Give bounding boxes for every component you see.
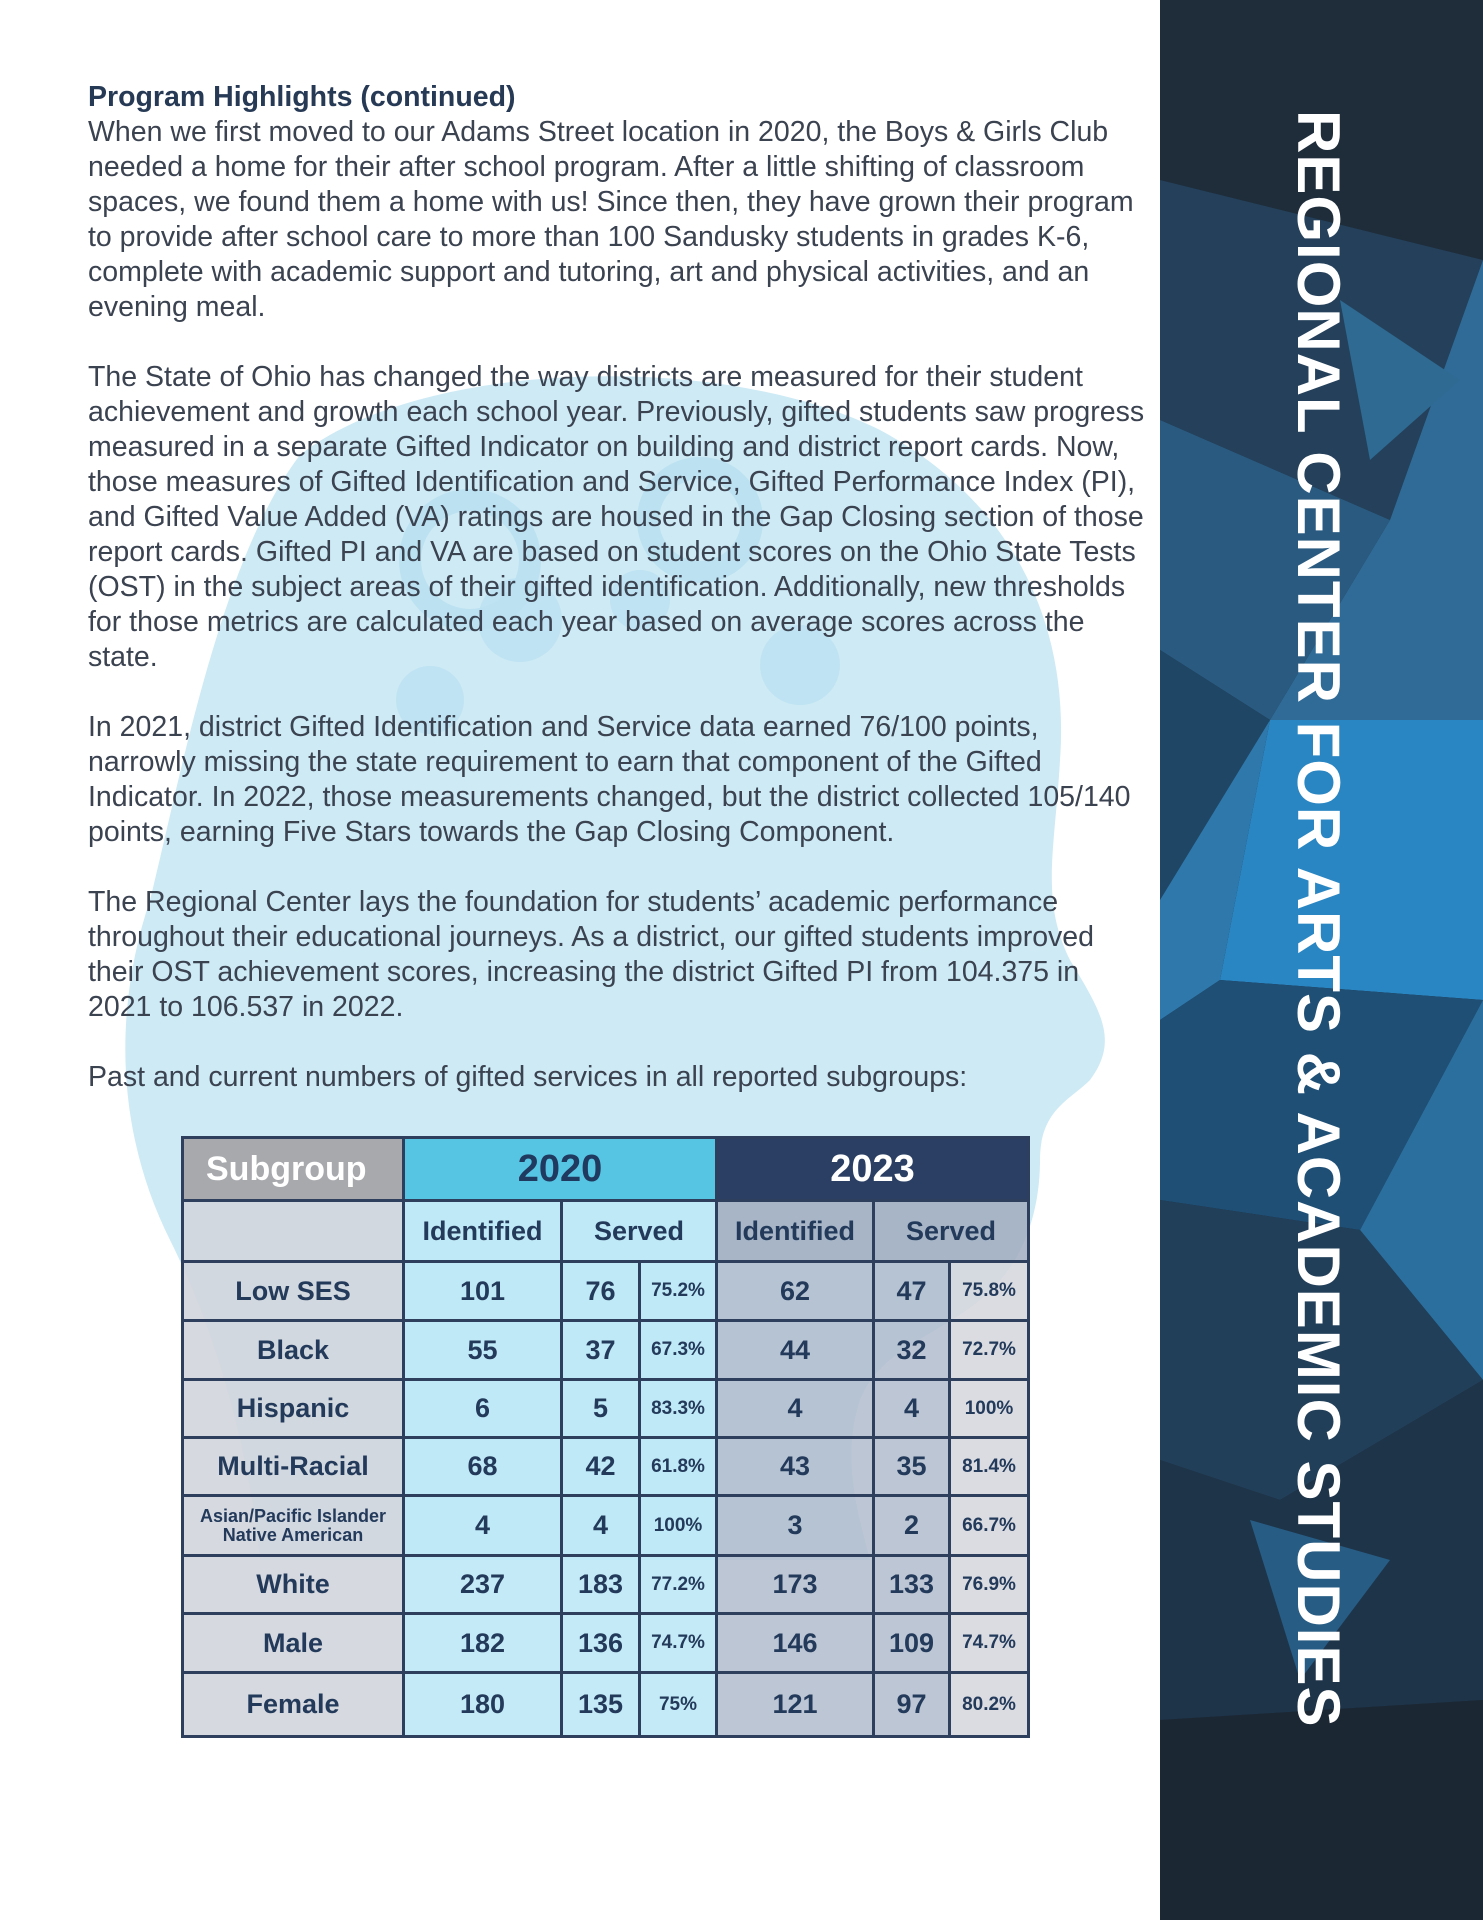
served-2023: 97	[875, 1674, 951, 1735]
served-pct-2020: 100%	[641, 1497, 718, 1557]
served-pct-2020: 61.8%	[641, 1439, 718, 1497]
served-2020: 76	[563, 1263, 641, 1322]
subgroup-label: Multi-Racial	[184, 1439, 405, 1497]
gifted-services-table	[181, 1136, 1030, 1738]
served-2023: 47	[875, 1263, 951, 1322]
subgroup-label: Female	[184, 1674, 405, 1735]
served-pct-2020: 77.2%	[641, 1557, 718, 1615]
subgroup-label: White	[184, 1557, 405, 1615]
year-2020-header: 2020	[405, 1139, 718, 1202]
served-2023: 35	[875, 1439, 951, 1497]
subgroup-label: Male	[184, 1615, 405, 1674]
col-2020-served: Served	[563, 1202, 718, 1263]
served-pct-2023: 66.7%	[951, 1497, 1027, 1557]
col-2020-identified: Identified	[405, 1202, 563, 1263]
identified-2020: 68	[405, 1439, 563, 1497]
served-2020: 135	[563, 1674, 641, 1735]
served-2023: 32	[875, 1322, 951, 1381]
identified-2023: 3	[718, 1497, 875, 1557]
identified-2023: 4	[718, 1381, 875, 1439]
identified-2023: 44	[718, 1322, 875, 1381]
identified-2020: 180	[405, 1674, 563, 1735]
identified-2020: 182	[405, 1615, 563, 1674]
served-pct-2023: 81.4%	[951, 1439, 1027, 1497]
subgroup-blank-cell	[184, 1202, 405, 1263]
served-pct-2023: 76.9%	[951, 1557, 1027, 1615]
served-2020: 183	[563, 1557, 641, 1615]
served-pct-2020: 83.3%	[641, 1381, 718, 1439]
served-2020: 37	[563, 1322, 641, 1381]
served-2023: 2	[875, 1497, 951, 1557]
subgroup-label: Hispanic	[184, 1381, 405, 1439]
served-2020: 136	[563, 1615, 641, 1674]
identified-2023: 146	[718, 1615, 875, 1674]
identified-2023: 43	[718, 1439, 875, 1497]
paragraph-boys-girls-club: When we first moved to our Adams Street location in 2020, the Boys & Girls Club needed a home for their after school program. After a little shifting of classroom spaces, we found them a home with us! Since then, they have grown their program to provide after school care to more than 100 Sandusky students in grades K-6, complete with academic support and tutoring, art and physical activities, and an evening meal.	[88, 116, 1134, 323]
paragraph-table-intro: Past and current numbers of gifted services in all reported subgroups:	[88, 1061, 968, 1093]
subgroup-label: Black	[184, 1322, 405, 1381]
identified-2020: 101	[405, 1263, 563, 1322]
col-2023-served: Served	[875, 1202, 1027, 1263]
paragraph-ohio-measures: The State of Ohio has changed the way districts are measured for their student achievement and growth each school year. Previously, gifted students saw progress measured in a separate Gifted Indicator on building and district report cards. Now, those measures of Gifted Identification and Service, Gifted Performance Index (PI), and Gifted Value Added (VA) ratings are housed in the Gap Closing section of those report cards. Gifted PI and VA are based on student scores on the Ohio State Tests (OST) in the subject areas of their gifted identification. Additionally, new thresholds for those metrics are calculated each year based on average scores across the state.	[88, 361, 1145, 673]
identified-2023: 62	[718, 1263, 875, 1322]
col-2023-identified: Identified	[718, 1202, 875, 1263]
year-2023-header: 2023	[718, 1139, 1027, 1202]
served-pct-2023: 100%	[951, 1381, 1027, 1439]
paragraph-regional-center: The Regional Center lays the foundation for students’ academic performance throughout their educational journeys. As a district, our gifted students improved their OST achievement scores, increasing the district Gifted PI from 104.375 in 2021 to 106.537 in 2022.	[88, 886, 1094, 1023]
served-2020: 5	[563, 1381, 641, 1439]
article-body	[88, 80, 1148, 1130]
subgroup-header: Subgroup	[184, 1139, 405, 1202]
identified-2023: 121	[718, 1674, 875, 1735]
identified-2020: 6	[405, 1381, 563, 1439]
served-2023: 4	[875, 1381, 951, 1439]
served-pct-2023: 74.7%	[951, 1615, 1027, 1674]
served-2020: 42	[563, 1439, 641, 1497]
served-pct-2023: 75.8%	[951, 1263, 1027, 1322]
served-pct-2020: 75.2%	[641, 1263, 718, 1322]
identified-2020: 4	[405, 1497, 563, 1557]
subgroup-label: Low SES	[184, 1263, 405, 1322]
identified-2020: 237	[405, 1557, 563, 1615]
served-pct-2020: 67.3%	[641, 1322, 718, 1381]
side-title: REGIONAL CENTER FOR ARTS & ACADEMIC STUDIES	[1285, 110, 1352, 1728]
served-2023: 133	[875, 1557, 951, 1615]
section-heading: Program Highlights (continued)	[88, 81, 516, 113]
served-pct-2020: 74.7%	[641, 1615, 718, 1674]
served-pct-2023: 72.7%	[951, 1322, 1027, 1381]
identified-2023: 173	[718, 1557, 875, 1615]
served-2020: 4	[563, 1497, 641, 1557]
served-pct-2023: 80.2%	[951, 1674, 1027, 1735]
subgroup-label: Asian/Pacific Islander Native American	[184, 1497, 405, 1557]
served-2023: 109	[875, 1615, 951, 1674]
served-pct-2020: 75%	[641, 1674, 718, 1735]
identified-2020: 55	[405, 1322, 563, 1381]
paragraph-gifted-points: In 2021, district Gifted Identification and Service data earned 76/100 points, narrowly missing the state requirement to earn that component of the Gifted Indicator. In 2022, those measurements changed, but the district collected 105/140 points, earning Five Stars towards the Gap Closing Component.	[88, 711, 1131, 848]
